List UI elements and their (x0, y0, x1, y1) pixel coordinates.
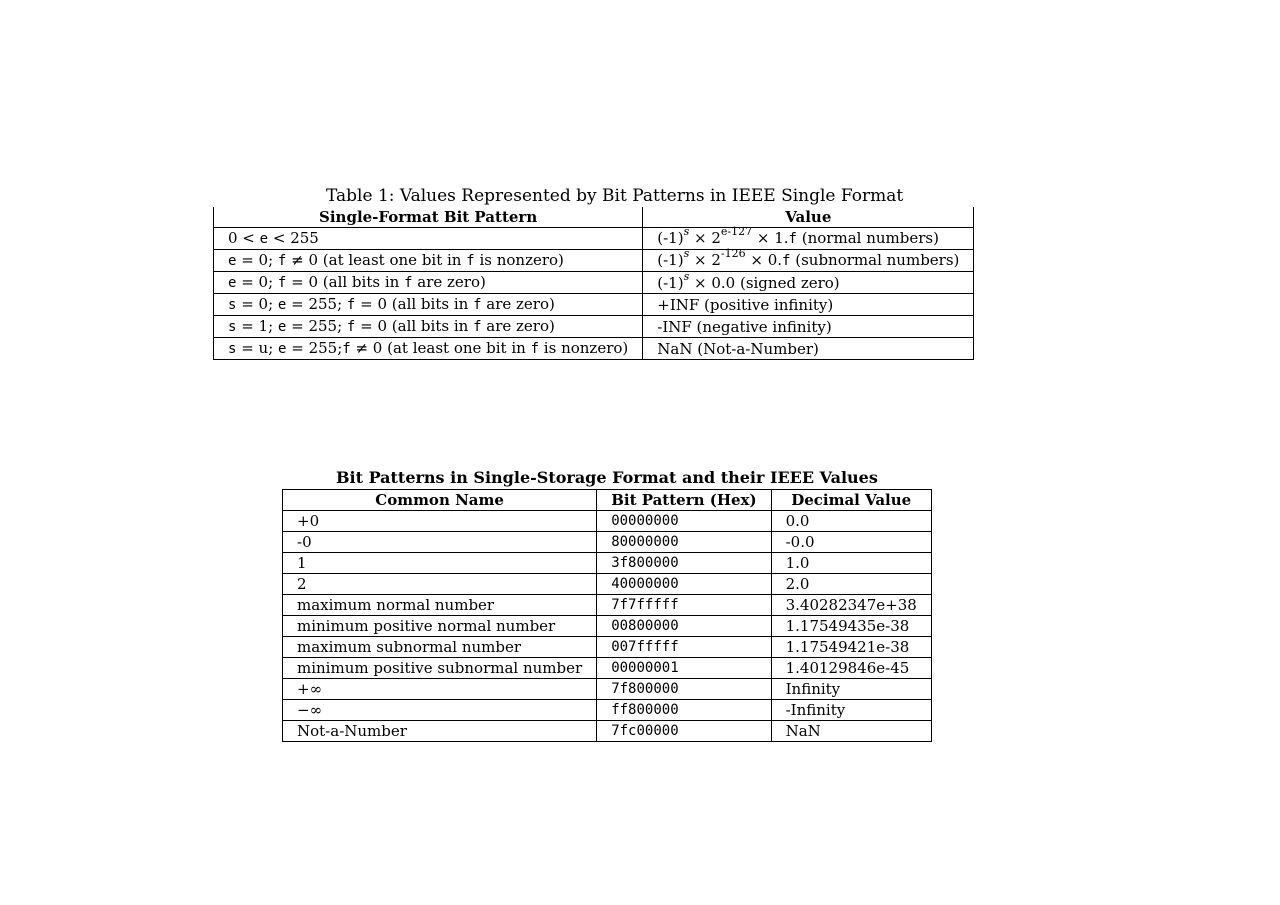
table2-row (283, 574, 932, 595)
decimal-value-cell: -0.0 (771, 532, 931, 553)
ieee-single-format-table (213, 207, 974, 360)
code-variable: f (782, 253, 791, 269)
cell-text: × 0. (745, 251, 783, 269)
table1-body (214, 225, 974, 360)
value-cell (643, 316, 974, 338)
table2-row (283, 553, 932, 574)
common-name-cell: 1 (283, 553, 597, 574)
cell-text: × 2 (689, 229, 721, 247)
cell-text: ≠ 0 (at least one bit in (350, 339, 531, 357)
table2-row (283, 679, 932, 700)
table1-row (214, 316, 974, 338)
cell-text: is nonzero) (539, 339, 629, 357)
common-name-cell: −∞ (283, 700, 597, 721)
cell-text: (-1) (657, 273, 684, 292)
decimal-value-cell: NaN (771, 721, 931, 742)
table2-body (283, 511, 932, 742)
cell-text: (subnormal numbers) (790, 251, 960, 269)
table1-caption: Table 1: Values Represented by Bit Patterns in IEEE Single Format (326, 186, 904, 206)
cell-text: are zero) (412, 273, 486, 291)
common-name-cell: Not-a-Number (283, 721, 597, 742)
table1-header-value: Value (643, 207, 974, 228)
bit-pattern-cell (214, 250, 643, 272)
table1-row (214, 338, 974, 360)
decimal-value-cell: 1.40129846e-45 (771, 658, 931, 679)
bit-pattern-cell (214, 294, 643, 316)
table2-row (283, 511, 932, 532)
value-cell (643, 247, 974, 272)
decimal-value-cell: 1.0 (771, 553, 931, 574)
bit-pattern-cell (214, 228, 643, 250)
table1-header-row (214, 207, 974, 228)
common-name-cell: minimum positive subnormal number (283, 658, 597, 679)
cell-text: = 255; (286, 317, 347, 335)
table2-row (283, 637, 932, 658)
table2-row (283, 532, 932, 553)
table2-header-decimal: Decimal Value (771, 490, 931, 511)
code-variable: s (228, 341, 237, 357)
common-name-cell: +0 (283, 511, 597, 532)
cell-text: 0 < (228, 229, 260, 247)
code-variable: f (473, 297, 482, 313)
hex-pattern-cell: 7f800000 (597, 679, 771, 700)
hex-pattern-cell: 00000001 (597, 658, 771, 679)
cell-text: = 255; (286, 295, 347, 313)
hex-pattern-cell: 7f7fffff (597, 595, 771, 616)
table2-header-hex: Bit Pattern (Hex) (597, 490, 771, 511)
hex-pattern-cell: 7fc00000 (597, 721, 771, 742)
cell-text: ≠ 0 (at least one bit in (286, 251, 467, 269)
cell-text: = u; (236, 339, 279, 357)
code-variable: f (404, 275, 413, 291)
table2-caption: Bit Patterns in Single-Storage Format and their IEEE Values (336, 468, 878, 487)
code-variable: e (277, 319, 287, 335)
cell-text: = 0 (all bits in (286, 273, 405, 291)
cell-text: +INF (positive infinity) (657, 295, 834, 314)
value-cell (643, 225, 974, 250)
bit-pattern-cell (214, 316, 643, 338)
cell-text: -INF (negative infinity) (657, 317, 832, 336)
cell-text: = 0; (236, 273, 278, 291)
code-variable: f (342, 341, 351, 357)
table2-header-name: Common Name (283, 490, 597, 511)
value-cell (643, 269, 974, 294)
code-variable: f (277, 275, 287, 291)
code-variable: e (277, 297, 287, 313)
common-name-cell: 2 (283, 574, 597, 595)
cell-text: (normal numbers) (796, 229, 939, 247)
superscript: s (683, 225, 690, 238)
table2-header-row (283, 490, 932, 511)
cell-text: = 0 (all bits in (355, 295, 474, 313)
code-variable: f (530, 341, 540, 357)
superscript: -126 (720, 247, 746, 260)
table1-row (214, 228, 974, 250)
cell-text: < 255 (268, 229, 319, 247)
decimal-value-cell: Infinity (771, 679, 931, 700)
code-variable: f (473, 319, 482, 335)
decimal-value-cell: 3.40282347e+38 (771, 595, 931, 616)
common-name-cell: +∞ (283, 679, 597, 700)
bit-pattern-cell (214, 338, 643, 360)
cell-text: × 2 (689, 251, 721, 269)
common-name-cell: maximum normal number (283, 595, 597, 616)
cell-text: (-1) (657, 229, 684, 247)
code-variable: f (346, 319, 356, 335)
cell-text: are zero) (481, 295, 555, 313)
decimal-value-cell: 2.0 (771, 574, 931, 595)
decimal-value-cell: 1.17549421e-38 (771, 637, 931, 658)
superscript: s (683, 269, 690, 283)
cell-text: is nonzero) (474, 251, 564, 269)
table2-row (283, 616, 932, 637)
cell-text: NaN (Not-a-Number) (657, 339, 819, 358)
common-name-cell: maximum subnormal number (283, 637, 597, 658)
code-variable: f (466, 253, 475, 269)
cell-text: = 0; (236, 295, 278, 313)
cell-text: = 0 (all bits in (355, 317, 474, 335)
hex-pattern-cell: ff800000 (597, 700, 771, 721)
bit-pattern-cell (214, 272, 643, 294)
table2-row (283, 721, 932, 742)
cell-text: = 1; (236, 317, 278, 335)
table2-row (283, 700, 932, 721)
decimal-value-cell: -Infinity (771, 700, 931, 721)
cell-text: × 0.0 (signed zero) (689, 273, 840, 292)
hex-pattern-cell: 40000000 (597, 574, 771, 595)
common-name-cell: -0 (283, 532, 597, 553)
cell-text: × 1. (752, 229, 789, 247)
common-name-cell: minimum positive normal number (283, 616, 597, 637)
decimal-value-cell: 0.0 (771, 511, 931, 532)
code-variable: s (228, 297, 237, 313)
cell-text: = 255; (286, 339, 343, 357)
hex-pattern-cell: 00000000 (597, 511, 771, 532)
table1-row (214, 272, 974, 294)
single-storage-bit-patterns-table (282, 489, 932, 742)
code-variable: f (277, 253, 287, 269)
code-variable: e (278, 341, 287, 357)
code-variable: e (228, 275, 237, 291)
table1-row (214, 294, 974, 316)
hex-pattern-cell: 80000000 (597, 532, 771, 553)
hex-pattern-cell: 3f800000 (597, 553, 771, 574)
hex-pattern-cell: 00800000 (597, 616, 771, 637)
value-cell (643, 294, 974, 316)
code-variable: e (228, 253, 237, 269)
table1-header-pattern: Single-Format Bit Pattern (214, 207, 643, 228)
cell-text: are zero) (481, 317, 555, 335)
value-cell (643, 338, 974, 360)
cell-text: (-1) (657, 251, 684, 269)
code-variable: e (259, 231, 269, 247)
superscript: s (683, 247, 690, 260)
code-variable: s (228, 319, 237, 335)
hex-pattern-cell: 007fffff (597, 637, 771, 658)
table1-row (214, 250, 974, 272)
table2-row (283, 595, 932, 616)
decimal-value-cell: 1.17549435e-38 (771, 616, 931, 637)
table2-row (283, 658, 932, 679)
cell-text: = 0; (236, 251, 278, 269)
code-variable: f (788, 231, 797, 247)
code-variable: f (346, 297, 356, 313)
superscript: e-127 (720, 225, 753, 238)
